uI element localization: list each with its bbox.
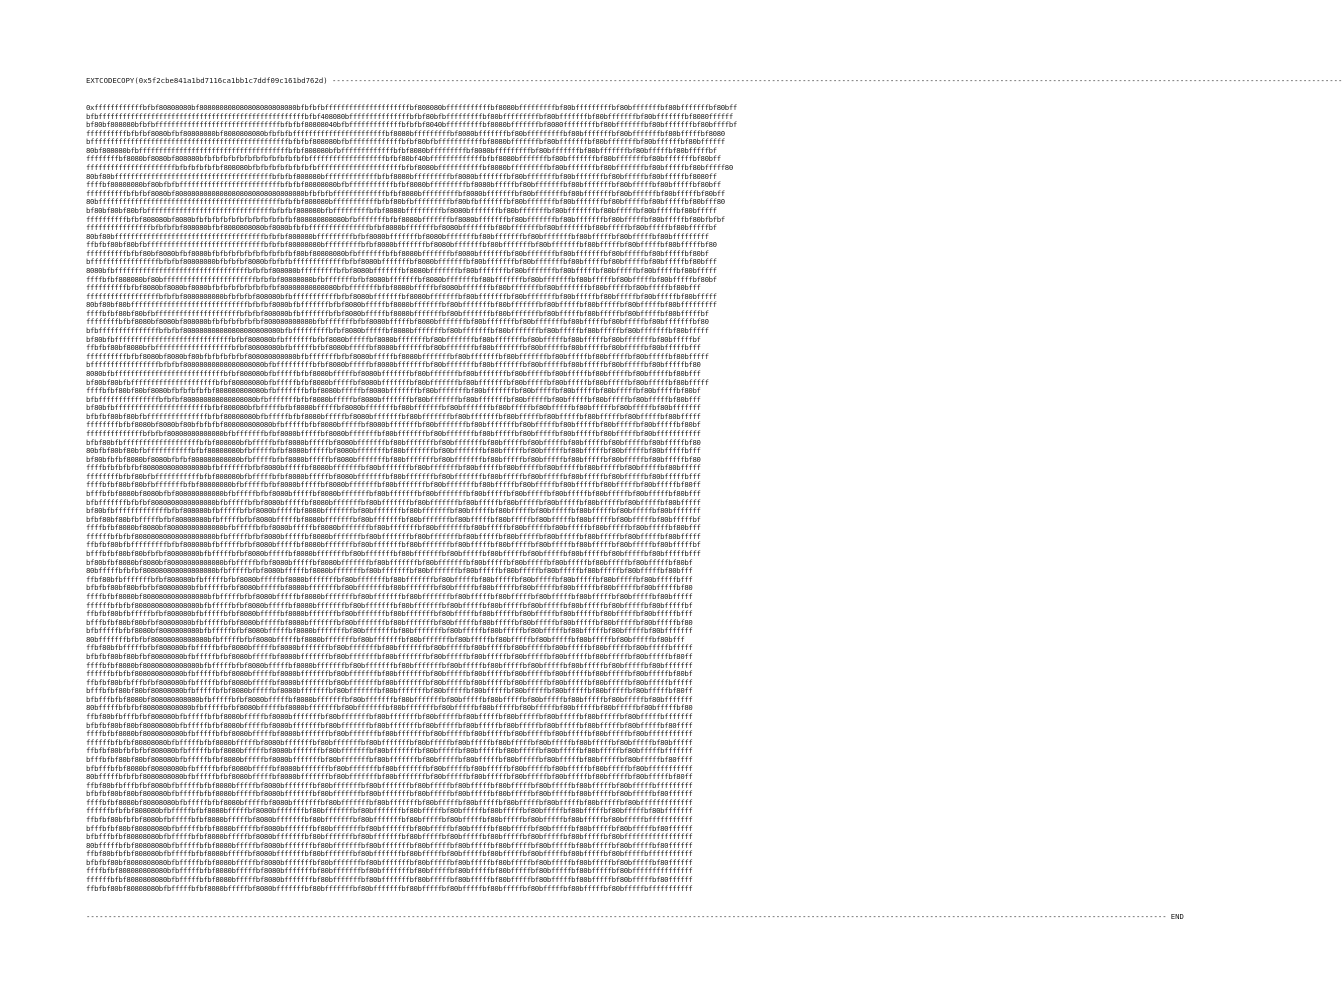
hex-line: ffffffbfbfbf80808080bfbfffffbfbf8080bfffffbf8080bfffffffbf80bfffffffbf80bfffffffbf80bfffffbf80bfffffbf80bfffffbf80bfffffbf80bfffffbf80bfffffbf80bfffff [86, 737, 693, 747]
hex-line: bfffbfbf80bf80bfbf80808080bfbfffffbfbf8080bfffffbf8080bfffffffbf80bfffffffbf80bfffffffbf80bfffffbf80bfffffbf80bfffffbf80bfffffbf80bfffffbf80bfffffbf80 [86, 617, 693, 627]
hex-line: bfbf80bf80bfbfffffbfbf80808080bfbfffffbfbf8080bfffffbf8080bfffffffbf80bfffffffbf80bfffffffbf80bfffffbf80bfffffbf80bfffffbf80bfffffbf80bfffffbf80bfffffbf [86, 514, 701, 524]
hex-line: ffffffbfbfbf80808080808080808080bfbfffffbfbf8080bfffffbf8080bfffffffbf80bfffffffbf80bfffffffbf80bfffffbf80bfffffbf80bfffffbf80bfffffbf80bfffffbf80bfffff [86, 531, 701, 541]
hex-line: 80bfffffffbfbfbf80808080808080bfbfffffbfbf8080bfffffbf8080bfffffffbf80bfffffffbf80bfffffffbf80bfffffbf80bfffffbf80bfffffbf80bfffffbf80bfffffbf80bfff [86, 634, 685, 644]
hex-line: ffffffffffffffbfbfbf80808080808080bfbfffffffbfbf8080bfffffbf8080bfffffffbf80bfffffffbf80bfffffffbf80bfffffbf80bfffffbf80bfffffbf80bfffffbf80bfffffffffff [86, 428, 701, 438]
hex-line: ffffbfbf808080bf80bfffffffffffffffffffffffbfbfbf80808080bfbfffffffbfbf8080bfffffffbf8080bfffffffbf80bfffffffbf80bfffffffbf80bfffffbf80bfffffbf80bfffffbf80bf [86, 274, 717, 284]
hex-line: bfffbfbf80bf80bfbfbf80808080bfbfffffbfbf8080bfffffbf8080bfffffffbf80bfffffffbf80bfffffffbf80bfffffbf80bfffffbf80bfffffbf80bfffffbf80bfffffbf80bfffffbfff [86, 549, 701, 559]
hex-line: 80bfffffbfbfbf808080808080bfbfffffbfbf8080bfffffbf8080bfffffffbf80bfffffffbf80bfffffffbf80bfffffbf80bfffffbf80bfffffbf80bfffffbf80bfffffbf80bfffffbf80 [86, 703, 693, 713]
hex-line: bfbfffbfbf80808080bfbfffffbfbf8080bfffffbf8080bfffffffbf80bfffffffbf80bfffffffbf80bfffffbf80bfffffbf80bfffffbf80bfffffbf80bfffffbf80bfffffffffffffffff [86, 832, 693, 842]
hex-line: bfbfbf80bf80bfbfbf80808080bfbfffffbfbf8080bfffffbf8080bfffffffbf80bfffffffbf80bfffffffbf80bfffffbf80bfffffbf80bfffffbf80bfffffbf80bfffffbf80bfffffbf80 [86, 583, 693, 593]
hex-line: ffbfbf80bfbfbf8080bfbfffffbfbf8080bfffffbf8080bfffffffbf80bfffffffbf80bfffffffbf80bfffffbf80bfffffbf80bfffffbf80bfffffbf80bfffffbf80bfffffbfffffffffff [86, 814, 693, 824]
hex-line: bfbfbf80bf80bf80808080bfbfffffbfbf8080bfffffbf8080bfffffffbf80bfffffffbf80bfffffffbf80bfffffbf80bfffffbf80bfffffbf80bfffffbf80bfffffbf80bfffffbf80ffff [86, 720, 693, 730]
hex-line: 80bfbf80bf80bfbfffffffffffbfbf80808080bfbfffffbfbf8080bfffffbf8080bfffffffbf80bfffffffbf80bfffffffbf80bfffffbf80bfffffbf80bfffffbf80bfffffbf80bfffffbfff [86, 446, 701, 456]
hex-line: ffffffffffbfbf80bf8080bfbf8080bfbfbfbfbfbfbfbfbfbfbf80bf80808080bfbfffffffbfbf8080bfffffffbf8080bfffffffbf80bfffffffbf80bfffffffbf80bfffffbf80bfffffbf80bf [86, 248, 709, 258]
hex-line: ffbfbf80bfbfffbfbf808080bfbfffffbfbf8080bfffffbf8080bfffffffbf80bfffffffbf80bfffffffbf80bfffffbf80bfffffbf80bfffffbf80bfffffbf80bfffffbf80bfffffbfffff [86, 677, 693, 687]
hex-line: ffbf80bfbfffffffbfbf808080bfbfffffbfbf8080bfffffbf8080bfffffffbf80bfffffffbf80bfffffffbf80bfffffbf80bfffffbf80bfffffbf80bfffffbf80bfffffbf80bfffffbfff [86, 574, 693, 584]
hex-line: ffffbfbf808080808080bfbfffffbfbf8080bfffffbf8080bfffffffbf80bfffffffbf80bfffffffbf80bfffffbf80bfffffbf80bfffffbf80bfffffbf80bfffffbf80bfffffffffffffff [86, 866, 693, 876]
hex-line: ffffffbfbf8080808080bfbfffffbfbf8080bfffffbf8080bfffffffbf80bfffffffbf80bfffffffbf80bfffffbf80bfffffbf80bfffffbf80bfffffbf80bfffffbf80bfffffbf80ffffff [86, 875, 693, 885]
hex-line: 80bf80bfffffffffffffffffffffffffffffffffffffbfbfbf808080bfffffffffbfbf8080bfffffffbf8080bfffffffbf80bfffffffbf80bfffffffbf80bfffffbf80bfffffbf80bfffffffff [86, 231, 709, 241]
hex-line: ffffffbfbfbf8080808080808080bfbfffffbfbf8080bfffffbf8080bfffffffbf80bfffffffbf80bfffffffbf80bfffffbf80bfffffbf80bfffffbf80bfffffbf80bfffffbf80bfffffbf [86, 600, 693, 610]
hex-line: ffffbfbf80bf80bfbfffffffffffffffffffffbfbfbf808080bfbfffffffbfbf8080bfffffbf8080bfffffffbf80bfffffffbf80bfffffffbf80bfffffbf80bfffffbf80bfffffbf80bfffffbf [86, 308, 709, 318]
hex-line: 80bf808080bfbfffffffffffffffffffffffffffffffffffffbfbf808080bfbfffffffffffffbfbf8080bfffffffffbf8080bfffffffffbf80bfffffffbf80bfffffffbf80bfffffbf80bfffffbf [86, 145, 717, 155]
hex-line: bfbfbf80bf8080808080bfbfffffbfbf8080bfffffbf8080bfffffffbf80bfffffffbf80bfffffffbf80bfffffbf80bfffffbf80bfffffbf80bfffffbf80bfffffbf80bfffffbf80ffffff [86, 857, 693, 867]
hex-line: bf80bfbfffffffffffffbfbf808080bfbfffffbfbf8080bfffffbf8080bfffffffbf80bfffffffbf80bfffffffbf80bfffffbf80bfffffbf80bfffffbf80bfffffbf80bfffffbf80bfffffff [86, 506, 701, 516]
hex-line: bfbf80bfbfffffffffffffffffffbfbf808080bfbfffffbfbf8080bfffffbf8080bfffffffbf80bfffffffbf80bfffffffbf80bfffffbf80bfffffbf80bfffffbf80bfffffbf80bfffffbf80 [86, 437, 701, 447]
hex-line: ffbfbf80bf80808080bfbfffffbfbf8080bfffffbf8080bfffffffbf80bfffffffbf80bfffffffbf80bfffffbf80bfffffbf80bfffffbf80bfffffbf80bfffffbf80bfffffbfffffffffff [86, 883, 693, 893]
hex-line: ffffbfbf80bf80bf8080bfbfbfbfbfbf808080808080bfbfffffffbfbf8080bfffffbf8080bfffffffbf80bfffffffbf80bfffffffbf80bfffffbf80bfffffbf80bfffffbf80bfffffbf80bf [86, 386, 701, 396]
hex-line: bf80bf80bfbfffffffffffffffffffffbfbf80808080bfbfffffbfbf8080bfffffbf8080bfffffffbf80bfffffffbf80bfffffffbf80bfffffbf80bfffffbf80bfffffbf80bfffffbf80bfffff [86, 377, 709, 387]
hex-line: ffbf80bfbfffbfbf8080bfbfffffbfbf8080bfffffbf8080bfffffffbf80bfffffffbf80bfffffffbf80bfffffbf80bfffffbf80bfffffbf80bfffffbf80bfffffbf80bfffffbfffffffff [86, 780, 693, 790]
hex-line: bfbfbf80bf80bf808080bfbfffffbfbf8080bfffffbf8080bfffffffbf80bfffffffbf80bfffffffbf80bfffffbf80bfffffbf80bfffffbf80bfffffbf80bfffffbf80bfffffbf80ffffff [86, 789, 693, 799]
hex-line: ffffffffffbfbf8080bf8080bf80bfbfbfbfbfbf808080808080bfbfffffffbfbf8080bfffffbf8080bfffffffbf80bfffffffbf80bfffffffbf80bfffffbf80bfffffbf80bfffffbf80bfffff [86, 351, 709, 361]
hex-line: ffffbfbfbfbfbf8080808080808080bfbfffffffbfbf8080bfffffbf8080bfffffffbf80bfffffffbf80bfffffffbf80bfffffbf80bfffffbf80bfffffbf80bfffffbf80bfffffbf80bfffff [86, 463, 701, 473]
hex-line: ffffbfbf8080bf8080bf80808080808080bfbfffffbfbf8080bfffffbf8080bfffffffbf80bfffffffbf80bfffffffbf80bfffffbf80bfffffbf80bfffffbf80bfffffbf80bfffffbf80bfff [86, 523, 701, 533]
hex-line: bfbfbf80bf80bfbf80808080bfbfffffbfbf8080bfffffbf8080bfffffffbf80bfffffffbf80bfffffffbf80bfffffbf80bfffffbf80bfffffbf80bfffffbf80bfffffbf80bfffffbf80ff [86, 652, 693, 661]
hex-line: ffffffffffffffffffbfbfbf8080808080bfbfbfbf808080bfbfffffffffffbfbf8080bfffffffbf8080bfffffffbf80bfffffffbf80bfffffffbf80bfffffbf80bfffffbf80bfffffbf80bfffff [86, 291, 717, 301]
hex-line: ffffbfbf8080bf80808080bfbfffffbfbf8080bfffffbf8080bfffffffbf80bfffffffbf80bfffffffbf80bfffffbf80bfffffbf80bfffffbf80bfffffbf80bfffffbf80bfffffffffffff [86, 797, 693, 807]
hex-line: bf80bfbfbf8080bf8080bfbfbf808080808080bfbfffffbfbf8080bfffffbf8080bfffffffbf80bfffffffbf80bfffffffbf80bfffffbf80bfffffbf80bfffffbf80bfffffbf80bfffffbf80 [86, 454, 701, 464]
hex-line: ffffffbfbfbf808080808080bfbfffffbfbf8080bfffffbf8080bfffffffbf80bfffffffbf80bfffffffbf80bfffffbf80bfffffbf80bfffffbf80bfffffbf80bfffffbf80bfffffbf80bf [86, 669, 693, 679]
footer-separator: ------------------------------------------------------------------------------------------------------------------------------------------------------------------------------------------------------------------------------------------------------ [86, 912, 1167, 921]
hex-line: ffbf80bfbfbf808080bfbfffffbfbf8080bfffffbf8080bfffffffbf80bfffffffbf80bfffffffbf80bfffffbf80bfffffbf80bfffffbf80bfffffbf80bfffffbf80bfffffbfffffffffff [86, 849, 693, 859]
hex-line: bf80bf80bf80bfbfffffffffffffffffffffffffffffffbfbfbf808080bfbfffffffffbfbf8080bfffffffffbf8080bfffffffbf80bfffffffbf80bfffffffbf80bfffffbf80bfffffbf80bfffff [86, 205, 717, 215]
hex-line: bfffbfbf80bf80bf80808080bfbfffffbfbf8080bfffffbf8080bfffffffbf80bfffffffbf80bfffffffbf80bfffffbf80bfffffbf80bfffffbf80bfffffbf80bfffffbf80bfffffbf80ff [86, 686, 693, 696]
hex-line: bf80bfbfffffffffffffffffffffffffffffbfbf808080bfbfffffffbfbf8080bfffffbf8080bfffffffbf80bfffffffbf80bfffffffbf80bfffffbf80bfffffbf80bfffffffbf80bfffffbf [86, 334, 701, 344]
hex-line: bf80bf808080bfbfbfffffffffffffffffffffffffffffffbfbfbf80808040bfbfffffffffffffbfbfbf8040bfffffffffbf8080bfffffffbf8080ffffffffbf80bfffffffbf80bfffffffbf80bffffbf [86, 120, 737, 130]
hex-line: bfbfffffffbfbfbf8080808080808080bfbfffffbfbf8080bfffffbf8080bfffffffbf80bfffffffbf80bfffffffbf80bfffffbf80bfffffbf80bfffffbf80bfffffbf80bfffffbf80bfffff [86, 497, 701, 507]
hex-line: ffffffffffbfbf808080bf8080bfbfbfbfbfbfbfbfbfbfbfbfbf808080808080bfbfffffffbfbf8080bfffffffbf8080bfffffffbf80bfffffffbf80bfffffffbf80bfffffbf80bfffffbf80bfbfbf [86, 214, 725, 224]
hex-line: bf80bfbfffffffffffffffffffffffbfbf808080bfbfffffbfbf8080bfffffbf8080bfffffffbf80bfffffffbf80bfffffffbf80bfffffbf80bfffffbf80bfffffbf80bfffffbf80bfffffff [86, 403, 701, 413]
hex-line: 80bfffffbfbf80808080bfbfffffbfbf8080bfffffbf8080bfffffffbf80bfffffffbf80bfffffffbf80bfffffbf80bfffffbf80bfffffbf80bfffffbf80bfffffbf80bfffffbf80ffffff [86, 840, 693, 850]
hex-line: ffffbfbf8080bf8080808080808080bfbfffffbfbf8080bfffffbf8080bfffffffbf80bfffffffbf80bfffffffbf80bfffffbf80bfffffbf80bfffffbf80bfffffbf80bfffffbf80bfffff [86, 591, 693, 601]
hex-line: ffbf80bfbfffbfbf808080bfbfffffbfbf8080bfffffbf8080bfffffffbf80bfffffffbf80bfffffffbf80bfffffbf80bfffffbf80bfffffbf80bfffffbf80bfffffbf80bfffffbfffffff [86, 712, 693, 722]
hex-line: ffffffbfbfbf808080bfbfffffbfbf8080bfffffbf8080bfffffffbf80bfffffffbf80bfffffffbf80bfffffbf80bfffffbf80bfffffbf80bfffffbf80bfffffbf80bfffffbf80bfffffff [86, 806, 693, 816]
hex-line: ffffffffffbfbf8080bf8080bf8080bfbfbfbfbfbfbfbfbf80808080808080bfbfffffffbfbf8080bfffffbf8080bfffffffbf80bfffffffbf80bfffffffbf80bfffffbf80bfffffbf80bfff [86, 283, 701, 293]
hex-line: bfbfffffffffffffffbfbfbf808080808080808080808080bfbfffffffffbfbf8080bfffffbf8080bfffffffbf80bfffffffbf80bfffffffbf80bfffffbf80bfffffbf80bfffffffbf80bfffff [86, 326, 709, 336]
extcodecopy-header: EXTCODECOPY(0x5f2cbe841a1bd7116ca1bb1c7ddf09c161bd762d) -------------------------------------------------------------------------------------------------------------------------------------------------------------------------------------------------------------------------------------- [86, 76, 1342, 85]
hex-line: ffffbfbf80bf80bfbfffffffbfbf80808080bfbfffffbfbf8080bfffffbf8080bfffffffbf80bfffffffbf80bfffffffbf80bfffffbf80bfffffbf80bfffffbf80bfffffbf80bfffffbf80ff [86, 480, 701, 490]
hex-line: bfffbfbf80bf80808080bfbfffffbfbf8080bfffffbf8080bfffffffbf80bfffffffbf80bfffffffbf80bfffffbf80bfffffbf80bfffffbf80bfffffbf80bfffffbf80bfffffbf80ffffff [86, 823, 693, 833]
hex-line: bfbfffbfbf8080bf808080808080bfbfffffbfbf8080bfffffbf8080bfffffffbf80bfffffffbf80bfffffffbf80bfffffbf80bfffffbf80bfffffbf80bfffffbf80bfffffbf80bfffffff [86, 694, 693, 704]
bytecode-hex-dump [86, 104, 916, 894]
hex-line: ffbf80bfbfffffbfbf808080bfbfffffbfbf8080bfffffbf8080bfffffffbf80bfffffffbf80bfffffffbf80bfffffbf80bfffffbf80bfffffbf80bfffffbf80bfffffbf80bfffffbfffff [86, 643, 693, 653]
hex-line: ffbfbf80bfbfbfbf808080bfbfffffbfbf8080bfffffbf8080bfffffffbf80bfffffffbf80bfffffffbf80bfffffbf80bfffffbf80bfffffbf80bfffffbf80bfffffbf80bfffffbfffffff [86, 746, 693, 756]
hex-line: bfbfffffbfbf8080bf8080808080bfbfffffbfbf8080bfffffbf8080bfffffffbf80bfffffffbf80bfffffffbf80bfffffbf80bfffffbf80bfffffbf80bfffffbf80bfffffbf80bfffffff [86, 626, 693, 636]
hex-line: 0xffffffffffffbfbf80808080bf808080808080808080808080bfbfbfbfffffffffffffffffffffbf808080bfffffffffffbf8080bfffffffffbf80bfffffffffbf80bfffffffbf80bfffffffbf80bff [86, 103, 737, 112]
hex-line: ffbfbf80bfbfffffffffbfbf808080bfbfffffbfbf8080bfffffbf8080bfffffffbf80bfffffffbf80bfffffffbf80bfffffbf80bfffffbf80bfffffbf80bfffffbf80bfffffbf80bfffffbf [86, 540, 701, 550]
hex-line: 8080bfbfffffffffffffffffffffffffffbfbf808080bfbfffffbfbf8080bfffffbf8080bfffffffbf80bfffffffbf80bfffffffbf80bfffffbf80bfffffbf80bfffffbf80bfffffbf80bfff [86, 368, 701, 378]
hex-line: ffffbfbf8080bf8080808080bfbfffffbfbf8080bfffffbf8080bfffffffbf80bfffffffbf80bfffffffbf80bfffffbf80bfffffbf80bfffffbf80bfffffbf80bfffffbf80bfffffffffff [86, 729, 693, 739]
hex-line: ffffffffbfbf8080bf8080bf80bfbfbfbf808080808080bfbfffffbfbf8080bfffffbf8080bfffffffbf80bfffffffbf80bfffffffbf80bfffffbf80bfffffbf80bfffffbf80bfffffbf80bf [86, 420, 701, 430]
hex-line: ffbfbf80bf80bfbfffffffffffffffffffffffffffffbfbfbf80808080bfffffffffbfbf8080bfffffffbf8080bfffffffbf80bfffffffbf80bfffffffbf80bfffffbf80bfffffbf80bfffffbf80 [86, 240, 717, 250]
hex-line: 80bf80bfffffffffffffffffffffffffffffffffffffffbfbfbf808080bfffffffffffffbfbf8080bfffffffffbf8080bfffffffbf80bfffffffbf80bfffffffbf80bfffffbf80bfffffbf8080ff [86, 171, 717, 181]
hex-line: ffffffffffbfbfbf8080bfbf80808080bf8080808080bfbfbfbfffffffffffffffffffffffbf8080bfffffffffbf8080bfffffffbf80bfffffffffbf80bfffffffbf80bfffffffbf80bfffffbf8080 [86, 128, 725, 138]
hex-line: ffbfbf80bf8080bfbfffffffffffffffffffbfbf80808080bfbfffffbfbf8080bfffffbf8080bfffffffbf80bfffffffbf80bfffffffbf80bfffffbf80bfffffbf80bfffffbf80bfffffbfff [86, 343, 701, 353]
hex-line: ffffbf80808080bf80bfbfbfffffffffffffffffffffffffbfbfbf80808080bfbfffffffffffbfbf8080bfffffffffbf8080bfffffbf80bfffffffbf80bfffffffbf80bfffffbf80bfffffbf80bff [86, 180, 721, 190]
hex-line: bfbfffbfbf8080bf80808080bfbfffffbfbf8080bfffffbf8080bfffffffbf80bfffffffbf80bfffffffbf80bfffffbf80bfffffbf80bfffffbf80bfffffbf80bfffffbf80bfffffffffff [86, 763, 693, 773]
hex-line: bfbfffffffffffffffbfbfbf808080808080808080bfbfffffffbfbf8080bfffffbf8080bfffffffbf80bfffffffbf80bfffffffbf80bfffffbf80bfffffbf80bfffffbf80bfffffbf80bfff [86, 394, 701, 404]
hex-line: bfffbfbf8080bf8080bfbf808080808080bfbfffffbfbf8080bfffffbf8080bfffffffbf80bfffffffbf80bfffffffbf80bfffffbf80bfffffbf80bfffffbf80bfffffbf80bfffffbf80bfff [86, 489, 701, 499]
hex-line: bfffffffffffffffffffffffffffffffffffffffffffffffffbfbfbf808080bfbfffffffffffffbfbf80bfbfffffffffffbf8080bfffffffbf80bfffffffbf80bfffffffbf80bffffffbf80bffffff [86, 137, 725, 147]
hex-line: bf80bfbf8080bf8080bf80808080808080bfbfffffbfbf8080bfffffbf8080bfffffffbf80bfffffffbf80bfffffffbf80bfffffbf80bfffffbf80bfffffbf80bfffffbf80bfffffbf80bf [86, 557, 693, 567]
hex-line: bfffbfbf80bf80bf808080bfbfffffbfbf8080bfffffbf8080bfffffffbf80bfffffffbf80bfffffffbf80bfffffbf80bfffffbf80bfffffbf80bfffffbf80bfffffbf80bfffffbf80ffff [86, 754, 693, 764]
end-label: END [1170, 912, 1184, 921]
hex-line: bfffffffffffffffffbfbfbf80808080808080808080bfbfffffffffbfbf8080bfffffbf8080bfffffffbf80bfffffffbf80bfffffffbf80bfffffbf80bfffffbf80bfffffbf80bfffffbf80 [86, 360, 701, 370]
hex-line: 80bfffffbfbfbf808080808080808080bfbfffffbfbf8080bfffffbf8080bfffffffbf80bfffffffbf80bfffffffbf80bfffffbf80bfffffbf80bfffffbf80bfffffbf80bfffffbf80bfff [86, 566, 693, 576]
hex-line: ffffffffbfbf8080bf8080bf808080bfbfbfbfbfbfbf808080808080bfbfffffffbfbf8080bfffffbf8080bfffffffbf80bfffffffbf80bfffffffbf80bfffffbf80bfffffbf80bfffffffbf80 [86, 317, 709, 327]
hex-line: 8080bfbfffffffffffffffffffffffffffffffffbfbfbf808080bfffffffffbfbf8080bfffffffbf8080bfffffffbf80bfffffffbf80bfffffffbf80bfffffbf80bfffffbf80bfffffbf80bfffff [86, 265, 717, 275]
hex-line: bfbfbf80bf80bfbfffffffffffffffbfbf80808080bfbfffffbfbf8080bfffffbf8080bfffffffbf80bfffffffbf80bfffffffbf80bfffffbf80bfffffbf80bfffffbf80bfffffbf80bfffff [86, 411, 701, 421]
hex-line: bfbfffffffffffffffffffffffffffffffffffffffffffffffffffbfbf408080bfffffffffffffffbfbf80bfbfffffffffbf80bfffffffffbf80bfffffffbf80bfffffffbf80bfffffffbf8080ffffff [86, 111, 733, 121]
hex-line: ffbfbf80bfbfffffbfbf808080bfbfffffbfbf8080bfffffbf8080bfffffffbf80bfffffffbf80bfffffffbf80bfffffbf80bfffffbf80bfffffbf80bfffffbf80bfffffbf80bfffffbfff [86, 609, 693, 619]
hex-line: 80bfffffbfbfbf8080808080bfbfffffbfbf8080bfffffbf8080bfffffffbf80bfffffffbf80bfffffffbf80bfffffbf80bfffffbf80bfffffbf80bfffffbf80bfffffbf80bfffffbf80ff [86, 772, 693, 782]
hex-line: ffffffffffffffffbfbfbfbf808080bfbf8080808080bf8080bfbfbfffffffffffffffbfbf8080bfffffffbf8080bfffffffbf80bfffffffbf80bfffffffbf80bfffffbf80bfffffbf80bfffffbf [86, 223, 717, 233]
hex-line: bfffffffffffffffffbfbfbf80808080bfbfbfbf8080bfbfbfbfffffffffffffbfbf8080bfffffffbf8080bfffffffbf80bfffffffbf80bfffffffbf80bfffffbf80bfffffbf80bfffffbf80bfff [86, 257, 717, 267]
hex-line: ffffbfbf8080bf80808080808080bfbfffffbfbf8080bfffffbf8080bfffffffbf80bfffffffbf80bfffffffbf80bfffffbf80bfffffbf80bfffffbf80bfffffbf80bfffffbf80bfffffff [86, 660, 693, 670]
hex-line: 80bf80bf80bfffffffffffffffffffffffffffffbfbfbf8080bfbfffffffbfbf8080bfffffbf8080bfffffffbf80bfffffffbf80bfffffffbf80bfffffbf80bfffffbf80bfffffbf80bfffffffff [86, 300, 717, 310]
hex-line: ffffffffffbfbfbf8080bf80808080808080808080808080808080bfbfbfbfffffffffffffbfbf8080bfffffffffbf8080bfffffffbf80bfffffffbf80bfffffffbf80bffffffbf80bfffffbf80bff [86, 188, 725, 198]
hex-line: 80bfffffffffffffffffffffffffffffffffffffffffffffbfbfbf808080bfffffffffffbfbf80bfbfffffffffbf80bfbfffffffbf80bfffffffbf80bfffffffbf80bfffffbf80bfffffbf80bfff80 [86, 197, 725, 207]
dump-footer [86, 912, 1184, 922]
hex-line: ffffffffbfbf80bfbfffffffffffbfbf808080bfbfffffbfbf8080bfffffbf8080bfffffffbf80bfffffffbf80bfffffffbf80bfffffbf80bfffffbf80bfffffbf80bfffffbf80bfffffbfff [86, 471, 701, 481]
hex-line: ffffffffbf8080bf8080bf808080bfbfbfbfbfbfbfbfbfbfbfbfbfbfffffffffffffffffffbfbf80bf40bfffffffffffffbfbf8080bfffffffbf80bfffffffbf80bfffffffbf80bfffffffbf80bff [86, 154, 721, 164]
hex-line: ffffffffffffffffffffffbfbfbfbfbfbf808080bfbfbfbfbfbfbfbfbfffffffffffffffffffffbfbf8080bfffffffffffbf8080bfffffffffbf80bfffffffbf80bfffffffbf80bfffffbf80bfffff80 [86, 163, 733, 173]
